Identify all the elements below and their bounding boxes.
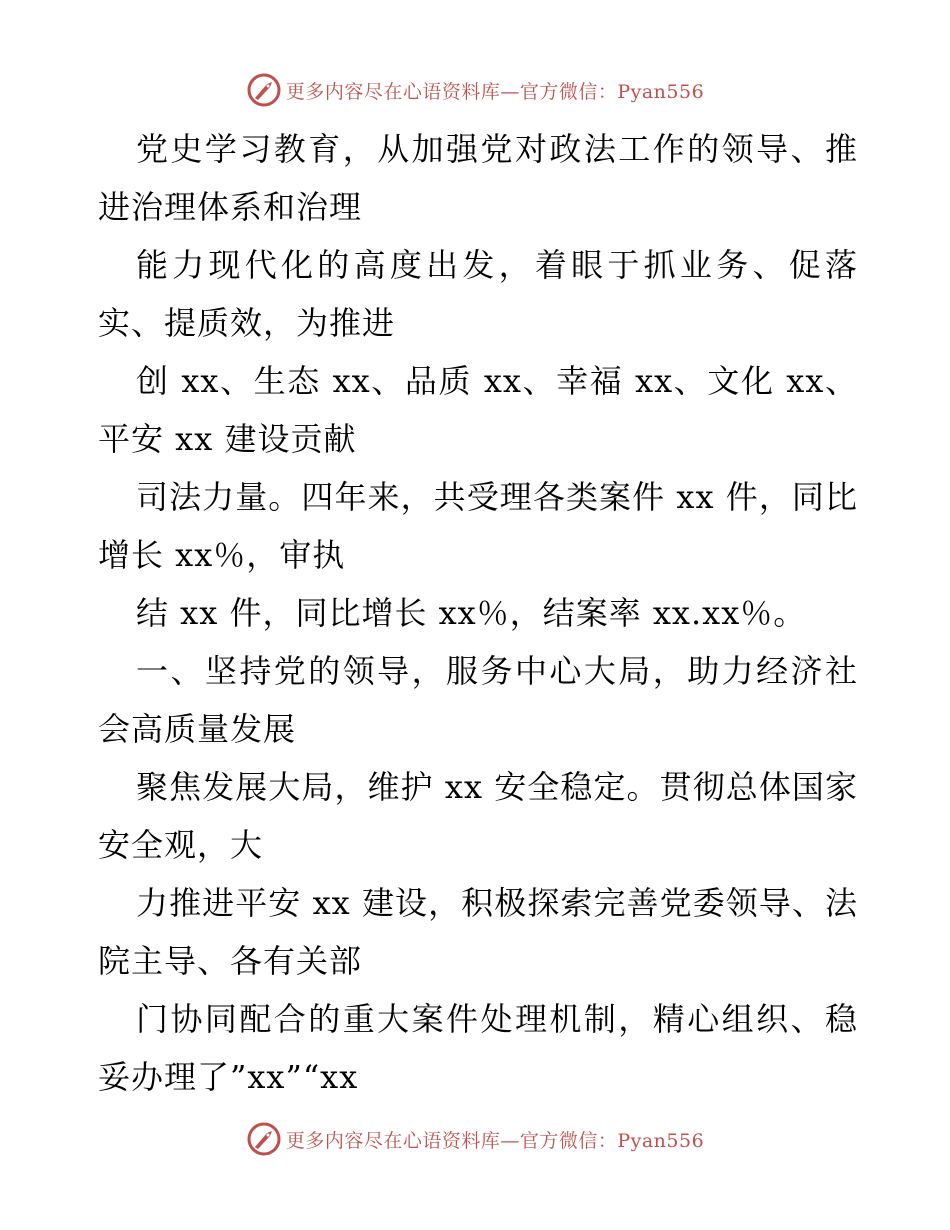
pen-nib-logo-icon <box>246 72 282 108</box>
paragraph: 门协同配合的重大案件处理机制，精心组织、稳妥办理了”xx”“xx <box>98 1000 858 1096</box>
header-banner <box>0 70 950 110</box>
section-heading: 一、坚持党的领导，服务中心大局，助力经济社会高质量发展 <box>98 652 858 748</box>
pen-nib-logo-icon <box>246 1121 282 1157</box>
document-body <box>98 120 858 1106</box>
paragraph: 司法力量。四年来，共受理各类案件 xx 件，同比增长 xx％，审执 <box>98 478 858 574</box>
paragraph: 创 xx、生态 xx、品质 xx、幸福 xx、文化 xx、平安 xx 建设贡献 <box>98 362 858 458</box>
paragraph: 力推进平安 xx 建设，积极探索完善党委领导、法院主导、各有关部 <box>98 884 858 980</box>
paragraph: 党史学习教育，从加强党对政法工作的领导、推进治理体系和治理 <box>98 130 858 226</box>
paragraph: 能力现代化的高度出发，着眼于抓业务、促落实、提质效，为推进 <box>98 246 858 342</box>
paragraph: 聚焦发展大局，维护 xx 安全稳定。贯彻总体国家安全观，大 <box>98 768 858 864</box>
paragraph: 结 xx 件，同比增长 xx％，结案率 xx.xx％。 <box>136 594 807 632</box>
footer-banner <box>0 1119 950 1159</box>
header-banner-text: 更多内容尽在心语资料库—官方微信：Pyan556 <box>285 80 705 103</box>
footer-banner-text: 更多内容尽在心语资料库—官方微信：Pyan556 <box>285 1129 705 1152</box>
